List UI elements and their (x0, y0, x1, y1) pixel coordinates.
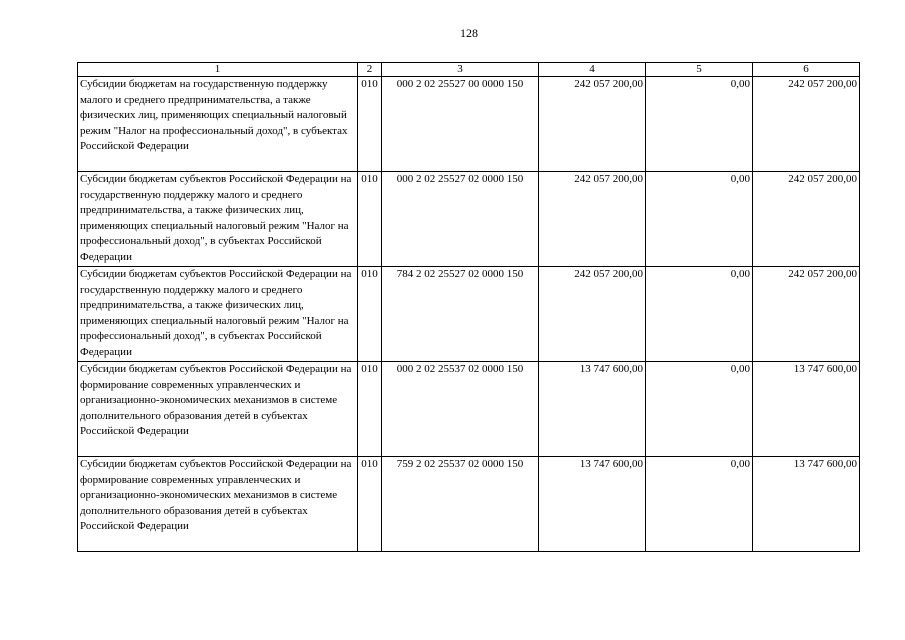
row-description: Субсидии бюджетам субъектов Российской Федерации на формирование современных управленческих и организационно-экономических механизмов в системе дополнительного образования детей в субъектах Российской Федерации (78, 457, 358, 552)
column-header-4: 4 (539, 63, 646, 77)
table-row (78, 267, 860, 362)
row-code: 010 (358, 457, 382, 552)
row-kbk: 784 2 02 25527 02 0000 150 (382, 267, 539, 362)
row-description: Субсидии бюджетам на государственную поддержку малого и среднего предпринимательства, а также физических лиц, применяющих специальный налоговый режим "Налог на профессиональный доход", в субъектах Российской Федерации (78, 77, 358, 172)
row-code: 010 (358, 362, 382, 457)
row-remainder: 242 057 200,00 (753, 77, 860, 172)
row-description: Субсидии бюджетам субъектов Российской Федерации на формирование современных управленческих и организационно-экономических механизмов в системе дополнительного образования детей в субъектах Российской Федерации (78, 362, 358, 457)
row-plan: 242 057 200,00 (539, 172, 646, 267)
row-executed: 0,00 (646, 457, 753, 552)
column-header-1: 1 (78, 63, 358, 77)
column-header-6: 6 (753, 63, 860, 77)
budget-table (77, 62, 860, 552)
row-plan: 242 057 200,00 (539, 267, 646, 362)
row-remainder: 13 747 600,00 (753, 362, 860, 457)
table-row (78, 457, 860, 552)
row-executed: 0,00 (646, 172, 753, 267)
row-remainder: 242 057 200,00 (753, 172, 860, 267)
row-plan: 242 057 200,00 (539, 77, 646, 172)
row-plan: 13 747 600,00 (539, 457, 646, 552)
table-row (78, 362, 860, 457)
row-executed: 0,00 (646, 267, 753, 362)
row-description: Субсидии бюджетам субъектов Российской Федерации на государственную поддержку малого и среднего предпринимательства, а также физических лиц, применяющих специальный налоговый режим "Налог на профессиональный доход", в субъектах Российской Федерации (78, 172, 358, 267)
row-description: Субсидии бюджетам субъектов Российской Федерации на государственную поддержку малого и среднего предпринимательства, а также физических лиц, применяющих специальный налоговый режим "Налог на профессиональный доход", в субъектах Российской Федерации (78, 267, 358, 362)
table-row (78, 77, 860, 172)
row-kbk: 759 2 02 25537 02 0000 150 (382, 457, 539, 552)
row-kbk: 000 2 02 25527 02 0000 150 (382, 172, 539, 267)
row-plan: 13 747 600,00 (539, 362, 646, 457)
column-header-5: 5 (646, 63, 753, 77)
row-kbk: 000 2 02 25527 00 0000 150 (382, 77, 539, 172)
page-number: 128 (460, 26, 478, 40)
row-remainder: 242 057 200,00 (753, 267, 860, 362)
row-code: 010 (358, 172, 382, 267)
table-header-row (78, 63, 860, 77)
row-executed: 0,00 (646, 362, 753, 457)
row-code: 010 (358, 267, 382, 362)
row-executed: 0,00 (646, 77, 753, 172)
row-kbk: 000 2 02 25537 02 0000 150 (382, 362, 539, 457)
column-header-2: 2 (358, 63, 382, 77)
table-row (78, 172, 860, 267)
row-remainder: 13 747 600,00 (753, 457, 860, 552)
column-header-3: 3 (382, 63, 539, 77)
row-code: 010 (358, 77, 382, 172)
